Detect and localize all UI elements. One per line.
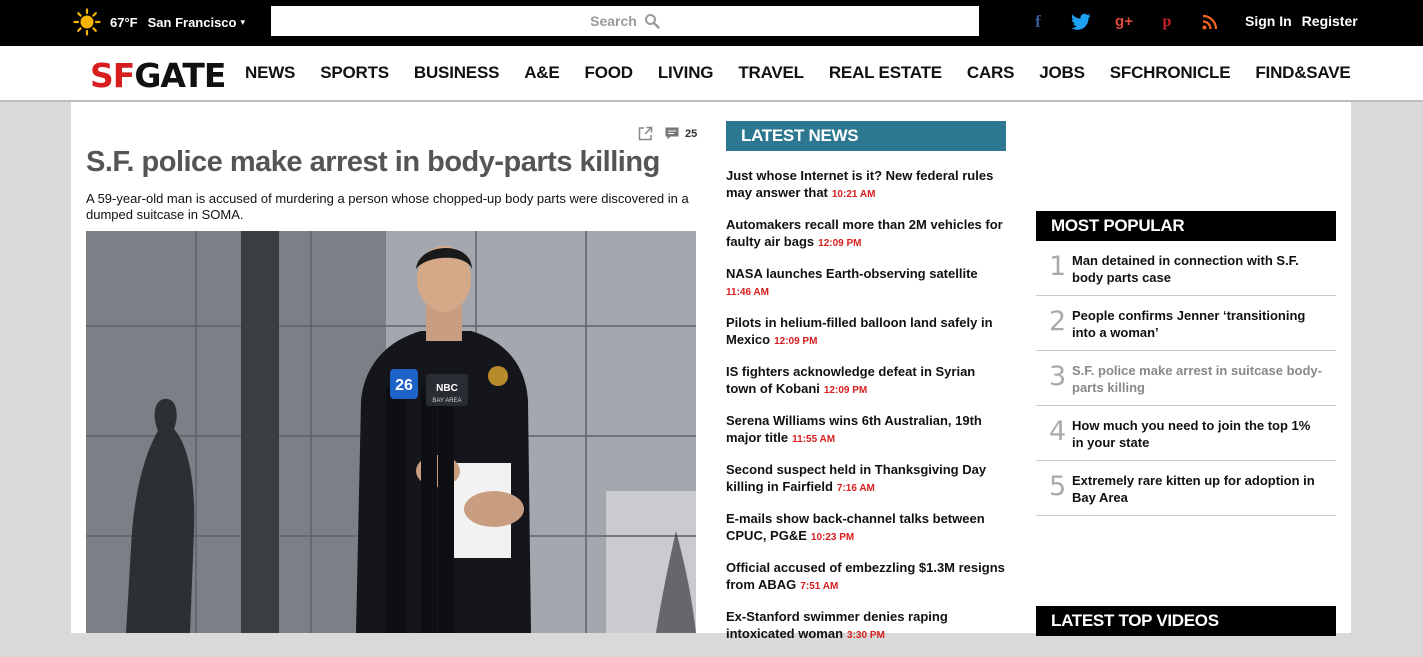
rss-icon[interactable] (1198, 11, 1222, 33)
nav-item-news[interactable]: NEWS (245, 63, 296, 82)
latest-top-videos-title: LATEST TOP VIDEOS (1051, 611, 1219, 630)
popular-title[interactable]: How much you need to join the top 1% in your state (1072, 418, 1311, 450)
nav-item-living[interactable]: LIVING (657, 63, 714, 82)
list-item[interactable] (726, 167, 1006, 216)
weather-widget[interactable] (73, 8, 245, 36)
news-title[interactable]: E-mails show back-channel talks between CPUC, PG&E (726, 511, 985, 543)
news-time: 10:23 PM (810, 532, 855, 543)
latest-news-list (726, 167, 1006, 657)
google-plus-icon[interactable]: g+ (1115, 13, 1133, 30)
nav-item-ae[interactable]: A&E (524, 63, 560, 82)
share-icon[interactable] (638, 126, 653, 141)
most-popular-list (1036, 241, 1336, 516)
nav-item-travel[interactable]: TRAVEL (738, 63, 804, 82)
list-item[interactable] (726, 510, 1006, 559)
main-navigation (0, 46, 1423, 102)
list-item[interactable] (1036, 351, 1336, 406)
logo-gate: GATE (134, 56, 226, 95)
temperature: 67°F (110, 14, 138, 30)
rank-number: 5 (1049, 471, 1067, 502)
list-item[interactable] (726, 314, 1006, 363)
news-time: 12:09 PM (823, 385, 868, 396)
news-title[interactable]: Serena Williams wins 6th Australian, 19th major title (726, 413, 982, 445)
article-summary: A 59-year-old man is accused of murdering a person whose chopped-up body parts were discovered in a dumped suitcase in SOMA. (86, 191, 689, 222)
news-title[interactable]: Automakers recall more than 2M vehicles for faulty air bags (726, 217, 1003, 249)
news-time: 7:16 AM (836, 483, 875, 494)
register-link[interactable]: Register (1301, 13, 1358, 29)
pinterest-icon[interactable]: p (1162, 13, 1172, 30)
nav-item-business[interactable]: BUSINESS (413, 63, 500, 82)
top-bar (0, 0, 1423, 46)
mic-flag-nbc-text: NBC (436, 383, 458, 394)
nav-item-jobs[interactable]: JOBS (1039, 63, 1085, 82)
popular-title[interactable]: Extremely rare kitten up for adoption in Bay Area (1072, 473, 1315, 505)
section-nav (245, 63, 1376, 83)
list-item[interactable] (726, 559, 1006, 608)
popular-title[interactable]: People confirms Jenner ‘transitioning into a woman’ (1072, 308, 1306, 340)
account-links (1245, 13, 1368, 29)
chevron-down-icon[interactable]: ▾ (240, 16, 246, 27)
list-item[interactable] (726, 608, 1006, 657)
nav-item-find-save[interactable]: FIND&SAVE (1255, 63, 1351, 82)
news-time: 11:46 AM (726, 287, 769, 298)
list-item[interactable] (1036, 406, 1336, 461)
news-time: 3:30 PM (847, 630, 885, 641)
mic-flag-26-text: 26 (395, 377, 413, 394)
logo-sf: SF (90, 56, 135, 95)
latest-news-title: LATEST NEWS (741, 126, 859, 145)
news-time: 12:09 PM (774, 336, 818, 347)
facebook-icon[interactable]: f (1035, 12, 1041, 31)
most-popular-header (1036, 211, 1336, 241)
rank-number: 2 (1049, 306, 1067, 337)
nav-item-real-estate[interactable]: REAL ESTATE (828, 63, 942, 82)
news-title[interactable]: Second suspect held in Thanksgiving Day killing in Fairfield (726, 462, 987, 494)
popular-title[interactable]: Man detained in connection with S.F. body parts case (1072, 253, 1299, 285)
search-icon[interactable] (644, 13, 660, 29)
comment-icon[interactable] (665, 127, 679, 140)
list-item[interactable] (726, 265, 1006, 314)
list-item[interactable] (726, 216, 1006, 265)
news-title[interactable]: IS fighters acknowledge defeat in Syrian town of Kobani (726, 364, 976, 396)
news-title[interactable]: Official accused of embezzling $1.3M resigns from ABAG (726, 560, 1005, 592)
nav-item-sfchronicle[interactable]: SFCHRONICLE (1109, 63, 1231, 82)
news-title[interactable]: Just whose Internet is it? New federal rules may answer that (726, 168, 994, 200)
nav-item-sports[interactable]: SPORTS (320, 63, 389, 82)
search-placeholder: Search (590, 13, 637, 29)
news-time: 7:51 AM (800, 581, 839, 592)
article-photo[interactable] (86, 231, 696, 633)
rank-number: 4 (1049, 416, 1067, 447)
nav-item-food[interactable]: FOOD (584, 63, 633, 82)
list-item[interactable] (726, 412, 1006, 461)
latest-top-videos-header (1036, 606, 1336, 636)
news-title[interactable]: Ex-Stanford swimmer denies raping intoxicated woman (726, 609, 948, 641)
comment-count[interactable]: 25 (685, 127, 698, 140)
twitter-icon[interactable] (1069, 11, 1093, 33)
most-popular-title: MOST POPULAR (1051, 216, 1185, 235)
mic-flag-nbc-sub: BAY AREA (432, 398, 462, 404)
list-item[interactable] (726, 461, 1006, 510)
sfgate-logo[interactable] (90, 56, 225, 95)
list-item[interactable] (1036, 461, 1336, 516)
rank-number: 1 (1049, 251, 1067, 282)
search-input[interactable] (271, 6, 979, 36)
news-title[interactable]: Pilots in helium-filled balloon land safely in Mexico (726, 315, 993, 347)
article-tools (638, 126, 697, 141)
popular-title[interactable]: S.F. police make arrest in suitcase body-parts killing (1072, 363, 1322, 395)
news-time: 12:09 PM (818, 238, 862, 249)
list-item[interactable] (726, 363, 1006, 412)
latest-news-header (726, 121, 1006, 151)
news-time: 11:55 AM (792, 434, 836, 445)
list-item[interactable] (1036, 241, 1336, 296)
sun-icon (73, 8, 101, 36)
list-item[interactable] (1036, 296, 1336, 351)
rank-number: 3 (1049, 361, 1067, 392)
sign-in-link[interactable]: Sign In (1245, 13, 1292, 29)
news-title[interactable]: NASA launches Earth-observing satellite (726, 266, 978, 281)
social-links (1026, 11, 1241, 33)
nav-item-cars[interactable]: CARS (966, 63, 1015, 82)
city-selector[interactable]: San Francisco (147, 14, 237, 30)
news-time: 10:21 AM (831, 189, 876, 200)
article-headline[interactable]: S.F. police make arrest in body-parts killing (86, 146, 660, 178)
